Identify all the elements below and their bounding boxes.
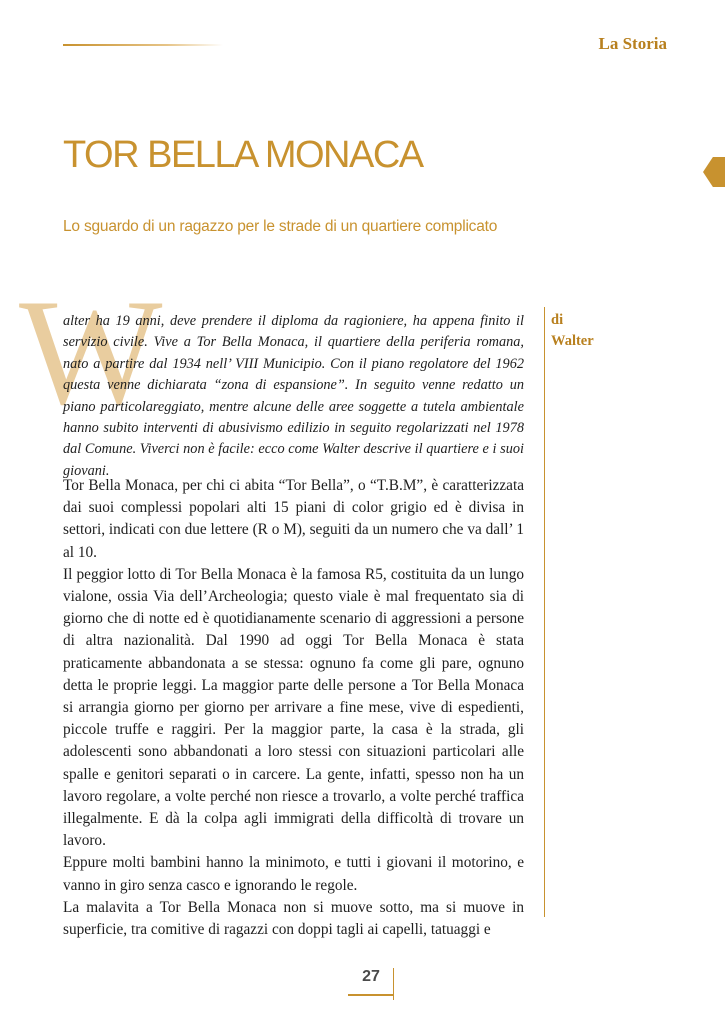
section-label: La Storia (598, 34, 667, 53)
article-subtitle: Lo sguardo di un ragazzo per le strade di un quartiere complicato (63, 218, 498, 235)
page-number-divider (393, 968, 394, 1000)
intro-paragraph: alter ha 19 anni, deve prendere il diploma da ragioniere, ha appena finito il servizio civile. Vive a Tor Bella Monaca, il quartiere della periferia romana, nato a partire dal 1934 nell’ VIII Municipio. Con il piano regolatore del 1962 questa venne dichiarata “zona di espansione”. In seguito venne redatto un piano particolareggiato, mentre alcune delle aree soggette a tutela ambientale hanno subito interventi di abusivismo edilizio in seguito regolarizzati nel 1978 dal Comune. Viverci non è facile: ecco come Walter descrive il quartiere e i suoi giovani. (63, 313, 524, 479)
byline-author: Walter (551, 333, 594, 349)
side-tab-marker (703, 157, 725, 187)
body-paragraph: La malavita a Tor Bella Monaca non si muove sotto, ma si muove in superficie, tra comitive di ragazzi con doppi tagli ai capelli, tatuaggi e (63, 898, 524, 939)
page-number-rule (348, 994, 394, 996)
header-rule (63, 44, 223, 46)
article-intro (63, 311, 524, 482)
body-paragraph: Il peggior lotto di Tor Bella Monaca è la famosa R5, costituita da un lungo vialone, ossia Via dell’Archeologia; questo viale è mal frequentato sia di giorno che di notte ed è quotidianamente scenario di aggressioni a persone di altra nazionalità. Dal 1990 ad oggi Tor Bella Monaca è stata praticamente abbandonata a se stessa: ognuno fa come gli pare, ognuno detta le proprie leggi. La maggior parte delle persone a Tor Bella Monaca si arrangia giorno per giorno per arrivare a fine mese, vive di espedienti, piccole truffe e raggiri. Per la maggior parte, la casa è la strada, gli adolescenti sono abbandonati a loro stessi con situazioni particolari alle spalle e genitori separati o in carcere. La gente, infatti, spesso non ha un lavoro regolare, a volte perché non riesce a trovarlo, a volte perché traffica illegalmente. E dà la colpa agli immigrati della difficoltà di trovare un lavoro. (63, 565, 524, 850)
body-paragraph: Eppure molti bambini hanno la minimoto, e tutti i giovani il motorino, e vanno in giro senza casco e ignorando le regole. (63, 854, 524, 894)
body-paragraph: Tor Bella Monaca, per chi ci abita “Tor Bella”, o “T.B.M”, è caratterizzata dai suoi complessi popolari alti 15 piani di color grigio ed è divisa in settori, indicati con due lettere (R o M), seguiti da un numero che va dall’ 1 al 10. (63, 477, 524, 561)
drop-cap: W (19, 268, 163, 436)
byline-divider (544, 307, 545, 917)
article-body (63, 475, 524, 941)
byline-prefix: di (551, 312, 564, 328)
article-title: TOR BELLA MONACA (63, 134, 423, 176)
byline (551, 310, 594, 352)
page-number: 27 (362, 968, 380, 985)
